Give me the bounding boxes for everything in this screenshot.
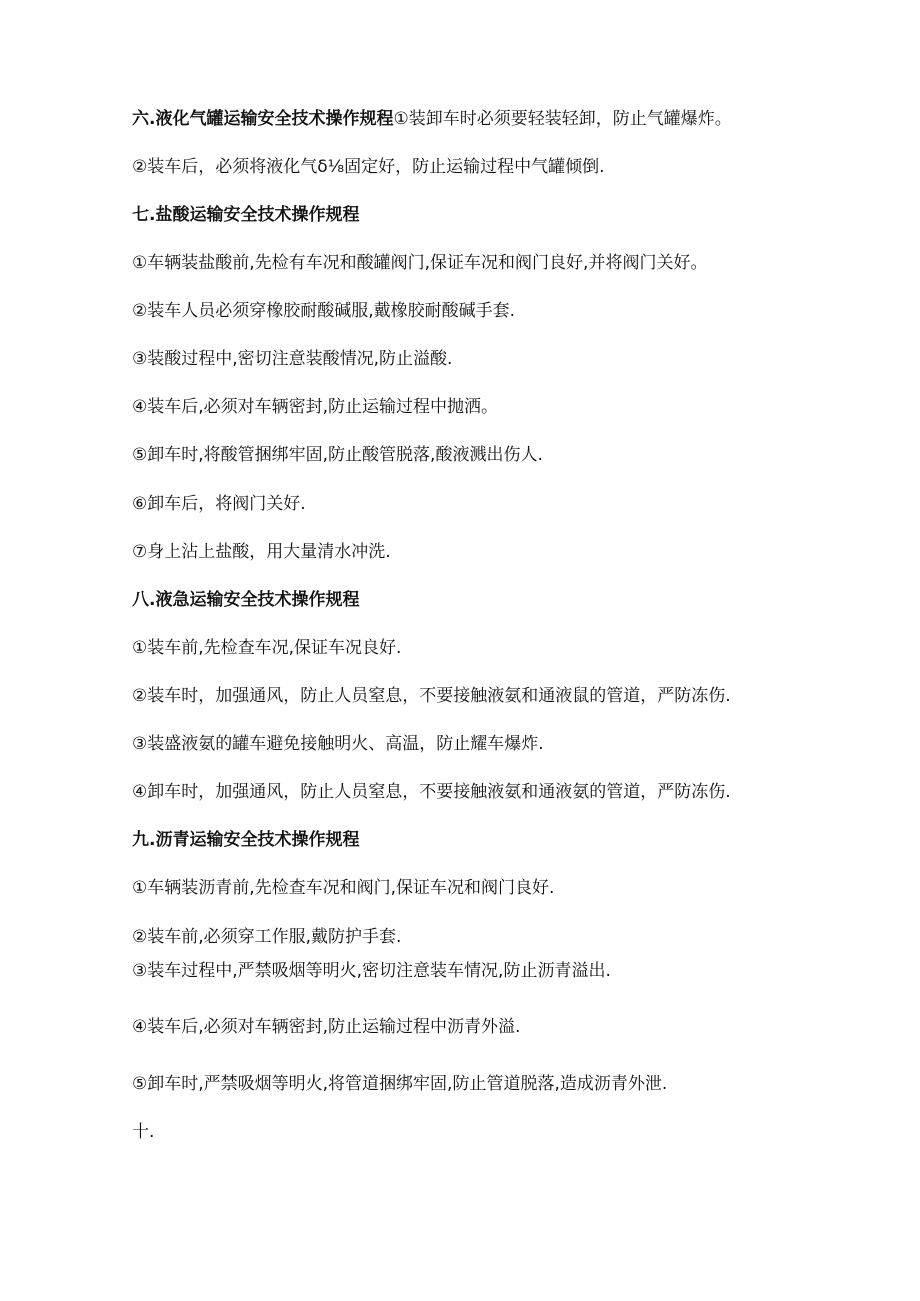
section-6-item-2: ②装车后，必须将液化气δ⅛固定好，防止运输过程中气罐倾倒.	[132, 157, 605, 177]
section-7-item-2: ②装车人员必须穿橡胶耐酸碱服,戴橡胶耐酸碱手套.	[132, 301, 516, 321]
section-6-line	[132, 108, 732, 130]
section-8-heading: 八.液急运输安全技术操作规程	[132, 590, 360, 610]
section-9-item-3: ③装车过程中,严禁吸烟等明火,密切注意装车情况,防止沥青溢出.	[132, 961, 611, 981]
section-7-item-3: ③装酸过程中,密切注意装酸情况,防止溢酸.	[132, 349, 453, 369]
section-6-item-1: ①装卸车时必须要轻装轻卸，防止气罐爆炸。	[393, 109, 732, 129]
section-7-item-6: ⑥卸车后，将阀门关好.	[132, 494, 306, 514]
section-7-item-5: ⑤卸车时,将酸管捆绑牢固,防止酸管脱落,酸液溅出伤人.	[132, 445, 543, 465]
section-10-heading: 十.	[132, 1122, 155, 1142]
section-9-item-4: ④装车后,必须对车辆密封,防止运输过程中沥青外溢.	[132, 1017, 521, 1037]
section-9-item-2: ②装车前,必须穿工作服,戴防护手套.	[132, 927, 402, 947]
section-8-item-2: ②装车时，加强通风，防止人员窒息，不要接触液氨和通液鼠的管道，严防冻伤.	[132, 686, 731, 706]
section-9-heading: 九.沥青运输安全技术操作规程	[132, 830, 360, 850]
section-8-item-1: ①装车前,先检查车况,保证车况良好.	[132, 638, 402, 658]
section-9-item-1: ①车辆装沥青前,先检查车况和阀门,保证车况和阀门良好.	[132, 878, 555, 898]
section-7-item-7: ⑦身上沾上盐酸，用大量清水冲洗.	[132, 542, 391, 562]
section-7-heading: 七.盐酸运输安全技术操作规程	[132, 205, 360, 225]
section-7-item-1: ①车辆装盐酸前,先检有车况和酸罐阀门,保证车况和阀门良好,并将阀门关好。	[132, 253, 708, 273]
section-7-item-4: ④装车后,必须对车辆密封,防止运输过程中抛洒。	[132, 397, 499, 417]
section-8-item-4: ④卸车时，加强通风，防止人员窒息，不要接触液氨和通液氨的管道，严防冻伤.	[132, 782, 731, 802]
section-6-heading: 六.液化气罐运输安全技术操作规程	[132, 109, 394, 129]
section-8-item-3: ③装盛液氨的罐车避免接触明火、高温，防止耀车爆炸.	[132, 734, 544, 754]
section-9-item-5: ⑤卸车时,严禁吸烟等明火,将管道捆绑牢固,防止管道脱落,造成沥青外泄.	[132, 1074, 668, 1094]
